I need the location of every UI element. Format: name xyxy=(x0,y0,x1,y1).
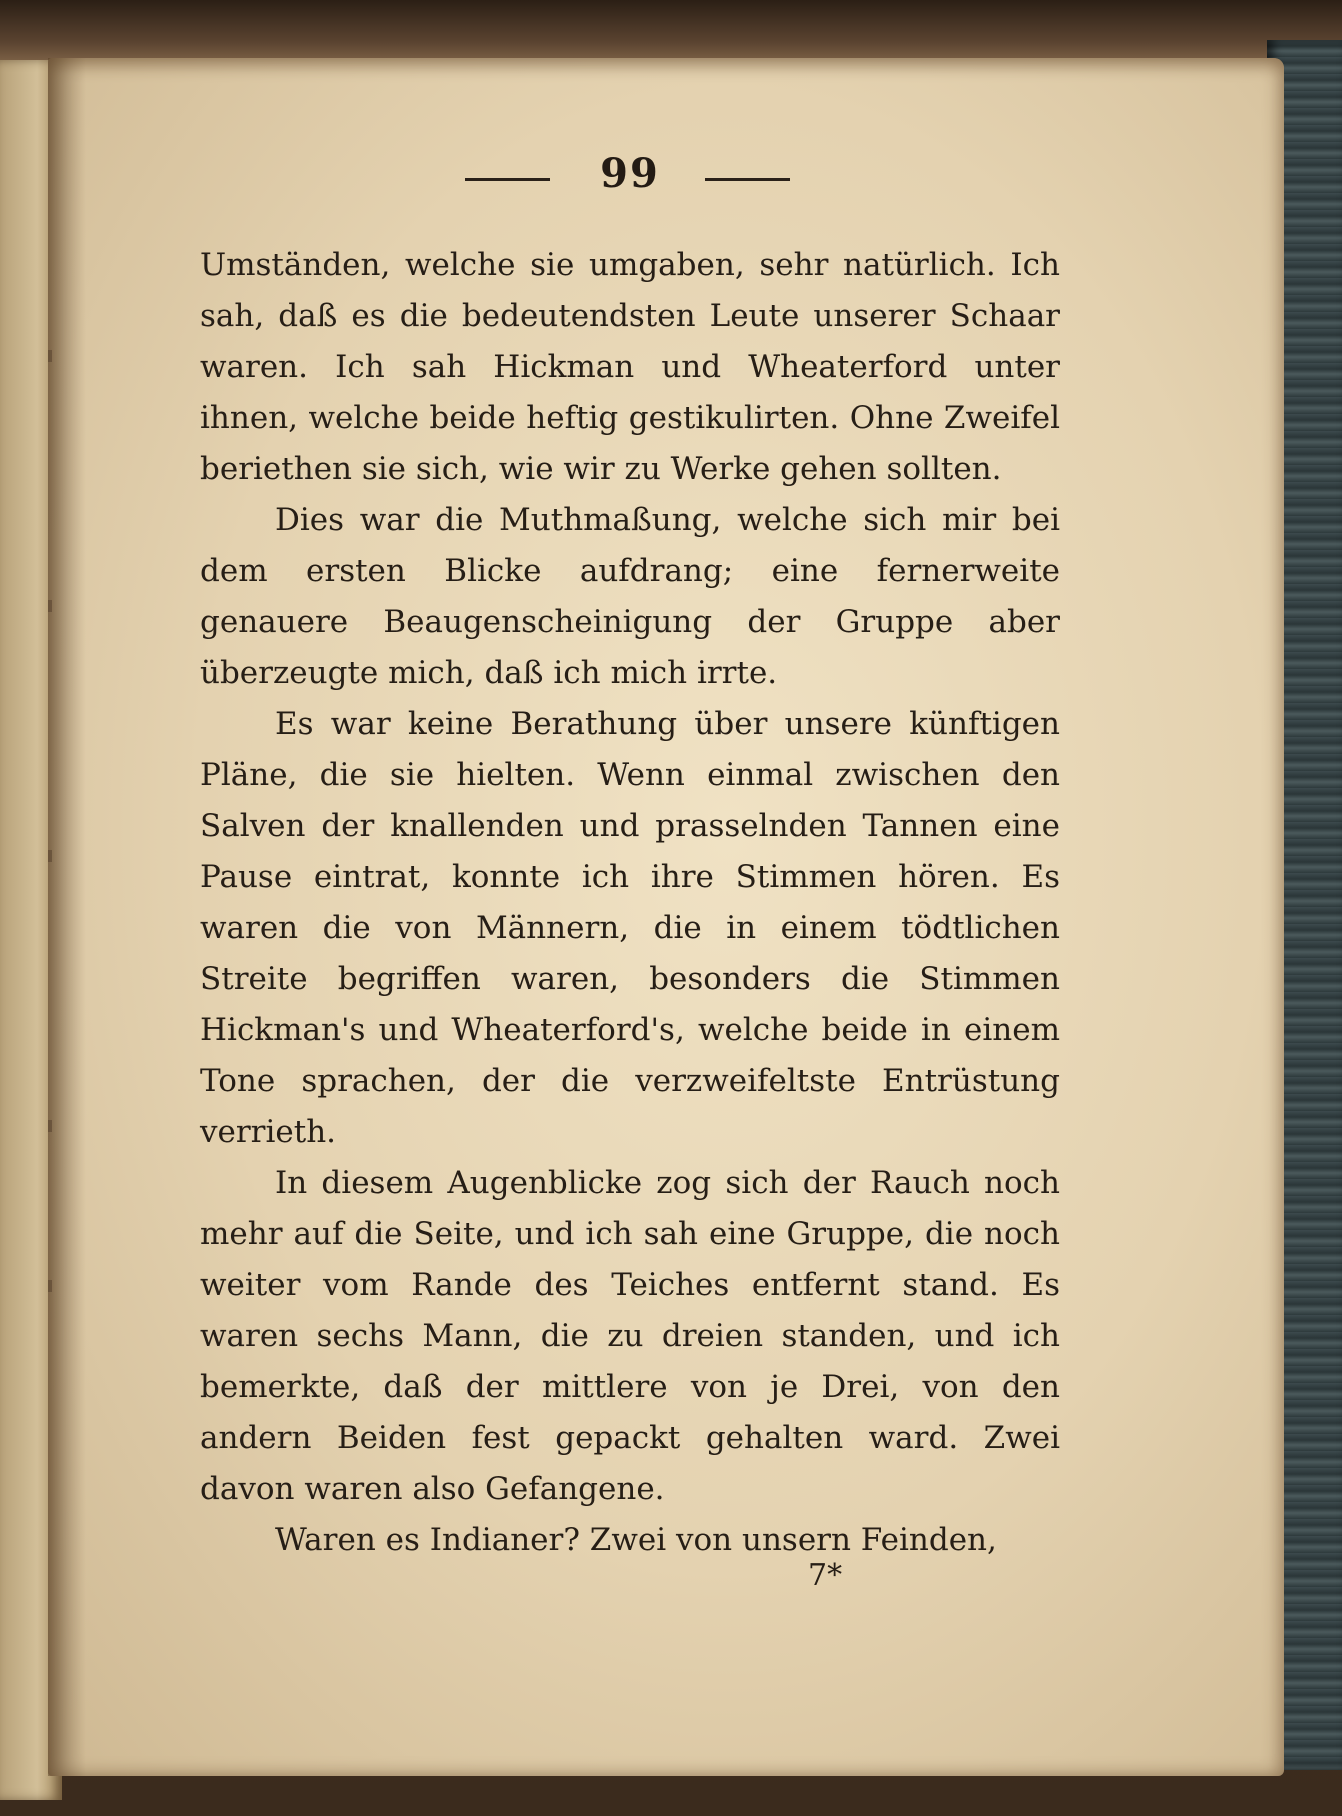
body-text xyxy=(200,240,1060,1566)
paragraph-2: Dies war die Muthmaßung, welche sich mir bei dem ersten Blicke aufdrang; eine fernerweite genauere Beaugenscheinigung der Gruppe aber überzeugte mich, daß ich mich irrte. xyxy=(200,502,1060,691)
paragraph-3: Es war keine Berathung über unsere künftigen Pläne, die sie hielten. Wenn einmal zwischen den Salven der knallenden und prasselnden Tannen eine Pause eintrat, konnte ich ihre Stimmen hören. Es waren die von Männern, die in einem tödtlichen Streite begriffen waren, besonders die Stimmen Hickman's und Wheaterford's, welche beide in einem Tone sprachen, der die verzweifeltste Entrüstung verrieth. xyxy=(200,706,1060,1150)
paragraph-4: In diesem Augenblicke zog sich der Rauch noch mehr auf die Seite, und ich sah eine Gruppe, die noch weiter vom Rande des Teiches entfernt stand. Es waren sechs Mann, die zu dreien standen, und ich bemerkte, daß der mittlere von je Drei, von den andern Beiden fest gepackt gehalten ward. Zwei davon waren also Gefangene. xyxy=(200,1165,1060,1507)
header-rule-left xyxy=(465,178,550,181)
page-number: 99 xyxy=(600,150,660,197)
paragraph-1: Umständen, welche sie umgaben, sehr natürlich. Ich sah, daß es die bedeutendsten Leute unserer Schaar waren. Ich sah Hickman und Wheaterford unter ihnen, welche beide heftig gestikulirten. Ohne Zweifel beriethen sie sich, wie wir zu Werke gehen sollten. xyxy=(200,247,1060,487)
page-header xyxy=(465,150,795,200)
margin-marks xyxy=(48,160,58,1460)
paragraph-5: Waren es Indianer? Zwei von unsern Feinden, xyxy=(275,1522,997,1558)
header-rule-right xyxy=(705,178,790,181)
signature-mark: 7* xyxy=(808,1558,843,1593)
